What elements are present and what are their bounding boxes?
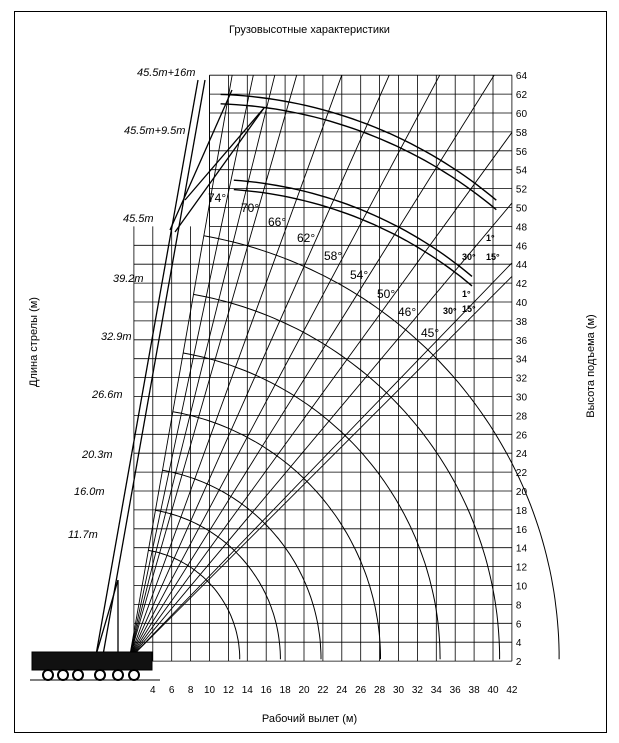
x-tick-label: 34 [430, 685, 442, 696]
x-tick-label: 16 [260, 685, 272, 696]
y-tick-label: 24 [515, 449, 528, 461]
y-tick-label: 16 [515, 524, 528, 536]
angle-line [129, 132, 512, 659]
y-tick-label: 10 [515, 581, 528, 593]
radial-lines [129, 75, 512, 659]
boom-length-label: 11.7m [68, 529, 98, 541]
y-tick-label: 22 [515, 468, 528, 480]
x-tick-label: 10 [203, 685, 216, 696]
x-tick-label: 38 [468, 685, 480, 696]
angle-label: 50° [377, 287, 396, 301]
y-tick-label: 46 [515, 241, 528, 253]
angle-label: 74° [208, 191, 227, 205]
y-tick-label: 8 [515, 600, 522, 612]
jib-angle-label: 1° [462, 289, 471, 299]
x-axis-label: Рабочий вылет (м) [261, 713, 358, 725]
boom-length-label: 16.0m [74, 486, 105, 498]
y-tick-label: 18 [515, 505, 528, 517]
x-tick-label: 8 [187, 685, 194, 696]
boom-length-arc [173, 412, 381, 660]
boom-length-arc [155, 510, 280, 659]
y-tick-label: 62 [515, 90, 528, 102]
y-tick-label: 50 [515, 203, 528, 215]
x-tick-label: 40 [487, 685, 499, 696]
y-tick-label: 48 [515, 222, 528, 234]
truck-body [32, 652, 152, 670]
truck-wheel [73, 670, 83, 680]
x-tick-label: 14 [241, 685, 253, 696]
x-tick-label: 22 [317, 685, 329, 696]
y-tick-label: 64 [515, 71, 528, 83]
x-tick-label: 6 [168, 685, 175, 696]
angle-label: 58° [324, 249, 343, 263]
boom-line [103, 80, 205, 655]
y-tick-label: 26 [515, 430, 528, 442]
boom-length-label: 39.2m [113, 273, 144, 285]
boom-length-label: 26.6m [92, 389, 123, 401]
jib-angle-label: 1° [486, 233, 495, 243]
y-tick-label: 52 [515, 184, 528, 196]
x-tick-label: 36 [449, 685, 461, 696]
truck-wheel [129, 670, 139, 680]
boom-length-label: 32.9m [101, 331, 132, 343]
truck-wheel [113, 670, 123, 680]
y-axis-label-left: Длина стрелы (м) [28, 297, 40, 387]
y-tick-label: 56 [515, 146, 528, 158]
angle-label: 46° [398, 305, 417, 319]
angle-label: 45° [421, 326, 440, 340]
y-tick-label: 60 [515, 109, 528, 120]
y-tick-label: 58 [515, 127, 528, 139]
jib-line [185, 108, 264, 200]
boom-length-label: 20.3m [82, 449, 113, 461]
jib-line [170, 90, 232, 230]
y-tick-label: 2 [515, 657, 522, 669]
jib-angle-label: 15° [486, 252, 500, 262]
boom-length-arc [183, 353, 440, 659]
x-tick-label: 26 [355, 685, 367, 696]
angle-label: 66° [268, 215, 287, 229]
boom-length-label: 45.5m+16m [137, 67, 196, 79]
crane-truck [32, 652, 152, 680]
y-tick-label: 54 [515, 165, 528, 177]
y-axis-label-right: Высота подъема (м) [585, 314, 597, 418]
x-tick-label: 4 [150, 685, 156, 696]
y-tick-label: 28 [515, 411, 528, 423]
boom-length-label: 45.5m+9.5m [124, 125, 186, 137]
y-tick-label: 14 [515, 543, 528, 555]
y-tick-label: 36 [515, 335, 528, 347]
x-tick-label: 24 [336, 685, 348, 696]
angle-label: 62° [297, 231, 316, 245]
y-tick-label: 44 [515, 260, 528, 272]
y-tick-label: 12 [515, 562, 528, 574]
angle-line [129, 263, 512, 659]
angle-label: 54° [350, 268, 369, 282]
jib-angle-label: 30° [462, 252, 476, 262]
y-tick-label: 42 [515, 279, 528, 291]
truck-wheel [58, 670, 68, 680]
angle-label: 70° [241, 201, 260, 215]
x-tick-label: 20 [298, 685, 310, 696]
truck-wheel [43, 670, 53, 680]
y-tick-label: 34 [515, 354, 528, 366]
y-tick-label: 20 [515, 487, 528, 498]
jib-angle-label: 30° [443, 306, 457, 316]
x-tick-label: 32 [411, 685, 423, 696]
x-tick-label: 42 [506, 685, 518, 696]
x-tick-label: 30 [392, 685, 405, 696]
chart-title: Грузовысотные характеристики [229, 24, 390, 36]
x-tick-label: 28 [374, 685, 386, 696]
y-tick-label: 32 [515, 373, 528, 385]
y-tick-label: 6 [515, 619, 522, 631]
x-tick-label: 18 [279, 685, 291, 696]
truck-wheel [95, 670, 105, 680]
y-tick-label: 38 [515, 316, 528, 328]
y-tick-label: 30 [515, 392, 528, 404]
boom-line [96, 80, 198, 655]
boom-length-label: 45.5m [123, 213, 154, 225]
y-tick-label: 4 [515, 638, 522, 650]
x-tick-label: 12 [222, 685, 234, 696]
y-tick-label: 40 [515, 298, 528, 309]
jib-angle-label: 15° [462, 304, 476, 314]
angle-line [129, 75, 440, 659]
angle-line [129, 75, 389, 659]
